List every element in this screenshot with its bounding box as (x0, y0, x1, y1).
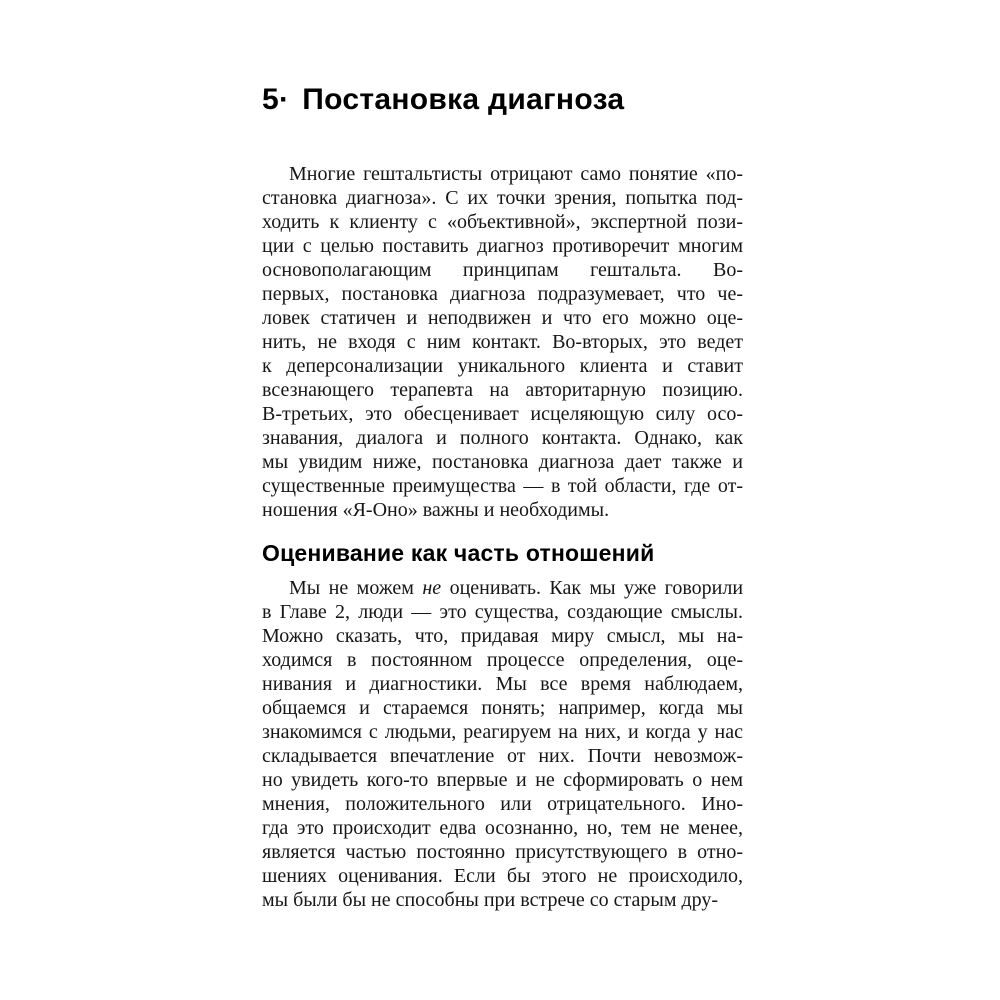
text-line: Многие гештальтисты отрицают само понятие «по- (289, 163, 743, 185)
text-line: но увидеть кого-то впервые и не сформировать о нем (262, 769, 743, 791)
text-line: ношения «Я-Оно» важны и необходимы. (262, 499, 610, 521)
text-line: ходимся в постоянном процессе определения, оце- (262, 649, 743, 671)
section-heading: Оценивание как часть отношений (262, 540, 655, 566)
text-line: ловек статичен и неподвижен и что его можно оце- (262, 307, 743, 329)
chapter-title-text: Постановка диагноза (302, 83, 625, 116)
text-line: общаемся и стараемся понять; например, когда мы (262, 697, 743, 719)
text-line: первых, постановка диагноза подразумевает, что че- (262, 283, 743, 305)
text-line: ходить к клиенту с «объективной», экспертной пози- (262, 211, 743, 233)
text-line: мы были бы не способны при встрече со старым дру- (262, 889, 719, 911)
paragraph-2 (262, 576, 743, 912)
text-line: мнения, положительного или отрицательного. Ино- (262, 793, 743, 815)
text-line: Можно сказать, что, придавая миру смысл, мы на- (262, 625, 743, 647)
chapter-number: 5· (262, 83, 290, 116)
text-line: ции с целью поставить диагноз противоречит многим (262, 235, 743, 257)
text-column (262, 0, 743, 912)
text-line: становка диагноза». С их точки зрения, попытка под- (262, 187, 743, 209)
text-line: знавания, диалога и полного контакта. Однако, как (262, 427, 743, 449)
text-line: является частью постоянно присутствующего в отно- (262, 841, 743, 863)
text-line: гда это происходит едва осознанно, но, тем не менее, (262, 817, 743, 839)
text-line (262, 576, 743, 600)
text-line: основополагающим принципам гештальта. Во- (262, 259, 743, 281)
text-line: существенные преимущества — в той области, где от- (262, 475, 743, 497)
text-line: к деперсонализации уникального клиента и ставит (262, 355, 743, 377)
text-line: мы увидим ниже, постановка диагноза дает также и (262, 451, 743, 473)
text-segment: Мы не можем (289, 577, 414, 599)
text-line: складывается впечатление от них. Почти невозмож- (262, 745, 743, 767)
text-line: нивания и диагностики. Мы все время наблюдаем, (262, 673, 743, 695)
text-line: шениях оценивания. Если бы этого не происходило, (262, 865, 743, 887)
paragraph-1 (262, 162, 743, 522)
text-line: в Главе 2, люди — это существа, создающие смыслы. (262, 601, 743, 623)
italic-word: не (422, 577, 442, 599)
text-line: всезнающего терапевта на авторитарную позицию. (262, 379, 743, 401)
chapter-heading (262, 0, 743, 118)
text-line: нить, не входя с ним контакт. Во-вторых, это ведет (262, 331, 743, 353)
text-segment: оценивать. Как мы уже говорили (449, 577, 744, 599)
text-line: знакомимся с людьми, реагируем на них, и когда у нас (262, 721, 743, 743)
text-line: В-третьих, это обесценивает исцеляющую силу осо- (262, 403, 743, 425)
